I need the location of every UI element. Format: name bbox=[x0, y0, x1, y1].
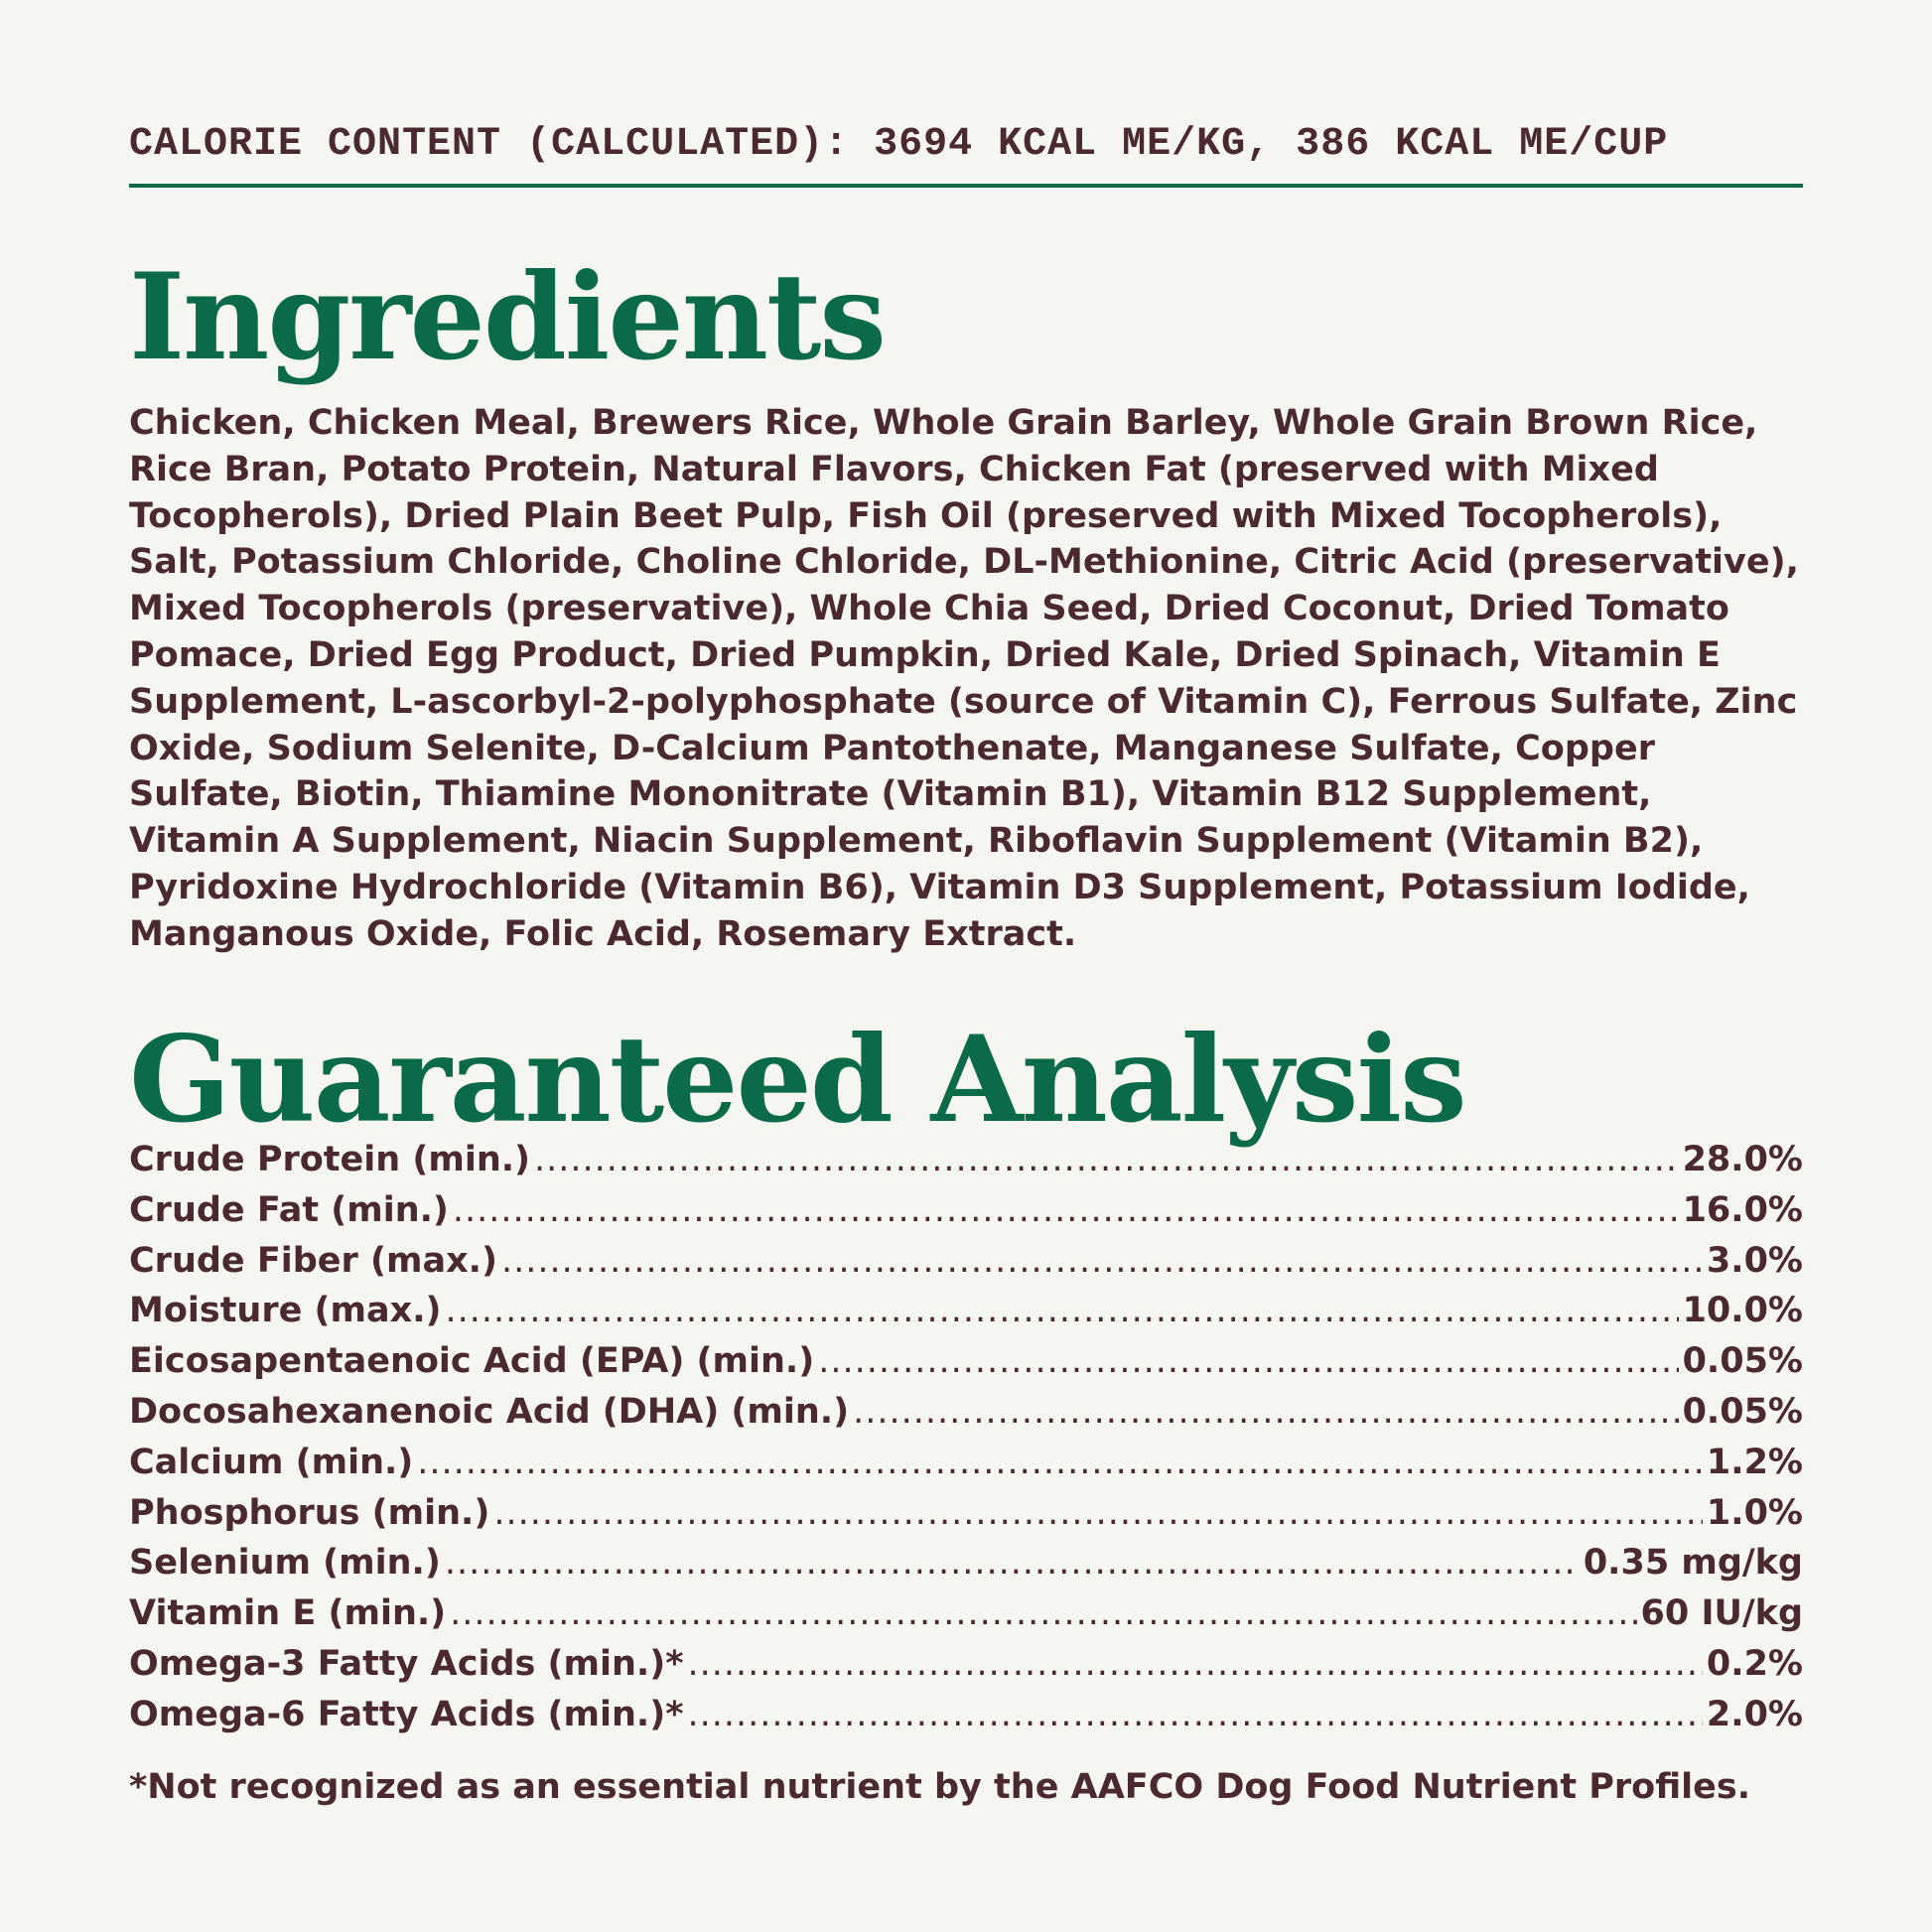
analysis-value: 16.0% bbox=[1682, 1189, 1803, 1230]
analysis-row bbox=[129, 1443, 1803, 1493]
analysis-row bbox=[129, 1392, 1803, 1443]
dot-leader bbox=[501, 1241, 1703, 1281]
dot-leader bbox=[818, 1341, 1678, 1381]
dot-leader bbox=[534, 1140, 1679, 1179]
analysis-row bbox=[129, 1190, 1803, 1241]
analysis-label: Crude Protein (min.) bbox=[129, 1140, 531, 1179]
dot-leader bbox=[417, 1443, 1703, 1482]
analysis-value: 1.2% bbox=[1706, 1442, 1803, 1482]
analysis-value: 3.0% bbox=[1706, 1240, 1803, 1281]
analysis-row bbox=[129, 1543, 1803, 1593]
analysis-label: Eicosapentaenoic Acid (EPA) (min.) bbox=[129, 1341, 815, 1382]
dot-leader bbox=[445, 1543, 1580, 1583]
analysis-value: 0.05% bbox=[1682, 1391, 1803, 1432]
ingredients-heading: Ingredients bbox=[129, 247, 885, 387]
analysis-value: 2.0% bbox=[1706, 1694, 1803, 1734]
analysis-row bbox=[129, 1140, 1803, 1190]
analysis-value: 10.0% bbox=[1682, 1291, 1803, 1331]
guaranteed-analysis-heading: Guaranteed Analysis bbox=[129, 1010, 1465, 1150]
analysis-label: Crude Fiber (max.) bbox=[129, 1240, 497, 1281]
analysis-value: 0.05% bbox=[1682, 1341, 1803, 1382]
analysis-row bbox=[129, 1291, 1803, 1341]
analysis-table bbox=[129, 1140, 1803, 1745]
analysis-value: 0.35 mg/kg bbox=[1583, 1543, 1803, 1584]
dot-leader bbox=[688, 1695, 1703, 1734]
analysis-label: Omega-6 Fatty Acids (min.)* bbox=[129, 1694, 684, 1734]
analysis-label: Calcium (min.) bbox=[129, 1442, 414, 1482]
analysis-row bbox=[129, 1644, 1803, 1695]
analysis-label: Selenium (min.) bbox=[129, 1543, 441, 1584]
ingredients-list: Chicken, Chicken Meal, Brewers Rice, Whole Grain Barley, Whole Grain Brown Rice, Rice Bran, Potato Protein, Natural Flavors, Chicken Fat (preserved with Mixed Tocopherols), Dried Plain Beet Pulp, Fish Oil (preserved with Mixed Tocopherols), Salt, Potassium Chloride, Choline Chloride, DL-Methionine, Citric Acid (preservative), Mixed Tocopherols (preservative), Whole Chia Seed, Dried Coconut, Dried Tomato Pomace, Dried Egg Product, Dried Pumpkin, Dried Kale, Dried Spinach, Vitamin E Supplement, L-ascorbyl-2-polyphosphate (source of Vitamin C), Ferrous Sulfate, Zinc Oxide, Sodium Selenite, D-Calcium Pantothenate, Manganese Sulfate, Copper Sulfate, Biotin, Thiamine Mononitrate (Vitamin B1), Vitamin B12 Supplement, Vitamin A Supplement, Niacin Supplement, Riboflavin Supplement (Vitamin B2), Pyridoxine Hydrochloride (Vitamin B6), Vitamin D3 Supplement, Potassium Iodide, Manganous Oxide, Folic Acid, Rosemary Extract. bbox=[129, 403, 1799, 954]
calorie-content: CALORIE CONTENT (CALCULATED): 3694 KCAL ME/KG, 386 KCAL ME/CUP bbox=[129, 122, 1669, 167]
dot-leader bbox=[446, 1291, 1679, 1330]
analysis-value: 60 IU/kg bbox=[1640, 1593, 1803, 1634]
analysis-row bbox=[129, 1593, 1803, 1644]
analysis-label: Docosahexanenoic Acid (DHA) (min.) bbox=[129, 1391, 850, 1432]
analysis-label: Phosphorus (min.) bbox=[129, 1492, 490, 1533]
analysis-value: 28.0% bbox=[1682, 1140, 1803, 1179]
analysis-row bbox=[129, 1241, 1803, 1292]
analysis-label: Moisture (max.) bbox=[129, 1291, 442, 1331]
analysis-row bbox=[129, 1341, 1803, 1392]
analysis-label: Crude Fat (min.) bbox=[129, 1189, 449, 1230]
analysis-value: 1.0% bbox=[1706, 1492, 1803, 1533]
analysis-value: 0.2% bbox=[1706, 1643, 1803, 1684]
divider-rule bbox=[129, 184, 1803, 188]
analysis-label: Omega-3 Fatty Acids (min.)* bbox=[129, 1643, 684, 1684]
dot-leader bbox=[493, 1493, 1703, 1533]
dot-leader bbox=[853, 1392, 1678, 1432]
dot-leader bbox=[453, 1190, 1679, 1230]
analysis-label: Vitamin E (min.) bbox=[129, 1593, 447, 1634]
analysis-row bbox=[129, 1695, 1803, 1745]
dot-leader bbox=[688, 1644, 1703, 1684]
analysis-row bbox=[129, 1493, 1803, 1544]
footnote: *Not recognized as an essential nutrient by the AAFCO Dog Food Nutrient Profiles. bbox=[129, 1767, 1751, 1807]
dot-leader bbox=[450, 1593, 1636, 1633]
